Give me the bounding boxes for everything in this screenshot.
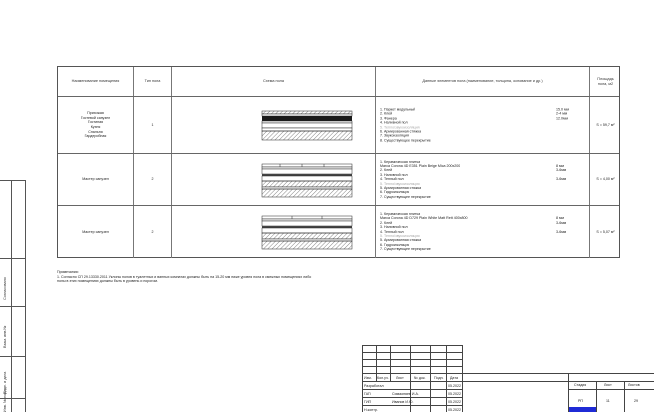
header-floor-area: Площадь пола, м2 <box>597 76 614 86</box>
floor-area-value: S = 59,7 м² <box>596 122 615 127</box>
tb-col-header: Дата <box>450 376 458 380</box>
floor-type-number: 1 <box>151 122 154 127</box>
tb-sheet-header: Лист <box>604 383 612 387</box>
room-name: Гостиная <box>87 120 104 125</box>
notes-line: полы в этих помещениях должны быть в уровень и порогом. <box>57 279 158 284</box>
layer-item: 3. Наливной пол <box>380 172 408 177</box>
strip-label-inv-number: Инв. № подл. <box>3 388 7 412</box>
room-name: Мастер санузел <box>82 177 109 182</box>
strip-label-approved: Согласовано <box>3 277 7 300</box>
layer-item: 5. Армированная стяжка <box>380 238 422 243</box>
title-block <box>362 345 654 412</box>
layer-item: 6. Гидроизоляция <box>380 190 410 195</box>
layer-item: 2. Клей 2-4 мм <box>380 111 568 116</box>
layer-list <box>380 107 586 142</box>
layer-item: 2. Клей 3-6мм <box>380 168 567 173</box>
layer-item: 5. Армированная стяжка <box>380 186 422 191</box>
table-row <box>58 206 619 258</box>
tb-sheet-value: 11 <box>606 399 610 403</box>
room-name: Мастер санузел <box>82 229 109 234</box>
tb-date: 05.2022 <box>448 392 461 396</box>
layer-item: 4. Теплый пол 3-6мм <box>380 229 567 234</box>
header-floor-type: Тип пола <box>144 79 161 84</box>
floor-area-value: S = 5,07 м² <box>596 229 615 234</box>
header-room-name: Наименование помещения <box>71 79 120 84</box>
room-name: Прихожая <box>87 110 104 115</box>
layer-item: 3. Фанера 12.0мм <box>380 116 568 121</box>
tb-role: ГАП <box>364 392 371 396</box>
layer-item: 3. Наливной пол <box>380 225 408 230</box>
table-header-row <box>58 67 619 97</box>
layer-item: 4. Теплый пол 3-6мм <box>380 177 567 182</box>
binding-strip <box>0 180 26 412</box>
layer-item: 1. Керамическая плитка <box>380 159 421 164</box>
tb-col-header: Лист <box>396 376 404 380</box>
tb-stage-header: Стадия <box>574 383 587 387</box>
layer-item: 5. Тепло/звукоизоляция <box>380 125 420 129</box>
room-list <box>58 97 133 153</box>
room-name: Гардеробная <box>84 134 107 139</box>
layer-item: 7. Звукоизоляция <box>380 133 409 138</box>
room-list <box>58 206 133 258</box>
tb-role: Разработал <box>364 384 384 388</box>
layer-item: 2. Клей 3-6мм <box>380 220 567 225</box>
tb-role: Н.контр. <box>364 408 378 412</box>
floor-type-number: 2 <box>151 229 154 234</box>
company-logo-mark <box>569 407 596 412</box>
tb-sheets-value: 29 <box>634 399 638 403</box>
layer-list <box>380 212 586 252</box>
notes-block <box>57 270 477 284</box>
layer-item: 1. Керамическая плитка <box>380 212 421 217</box>
floor-type-number: 2 <box>151 177 154 182</box>
layer-item: 7. Существующее перекрытие <box>380 247 431 252</box>
layer-item: 7. Существующее перекрытие <box>380 194 431 199</box>
layer-item: 1. Паркет модульный 15.0 мм <box>380 107 569 112</box>
floor-section-sketch <box>192 108 357 142</box>
room-name: Кухня <box>90 125 101 129</box>
tb-name: Симаоняев И.А. <box>392 392 419 396</box>
layer-list <box>380 160 586 200</box>
tb-col-header: Изм. <box>364 376 372 380</box>
layer-item: 5. Тепло/звукоизоляция <box>380 234 420 239</box>
layer-item: 8. Существующее перекрытие <box>380 138 431 143</box>
table-row <box>58 97 619 154</box>
strip-label-replaced-inv: Взам. инв.№ <box>3 325 7 348</box>
room-list <box>58 154 133 205</box>
tb-stage-value: РП <box>578 399 583 403</box>
header-elements-data: Данные элементов пола (наименование, толщина, основание и др.) <box>422 79 543 84</box>
notes-line: 1. Согласно СП 29.13330.2011 Уклоны полов в туалетных и ванных комнатах должны быть на 15-20 мм ниже уровня пола в смежных помещениях либо <box>57 274 312 279</box>
floor-area-value: S = 4,00 м² <box>596 177 615 182</box>
tb-name: Иванов И.Ю. <box>392 400 414 404</box>
strip-label-sign-date: Подп. и дата <box>3 371 7 394</box>
floor-section-sketch <box>192 214 357 250</box>
header-floor-scheme: Схема пола <box>263 79 284 84</box>
tb-role: ГИП <box>364 400 372 404</box>
tb-date: 05.2022 <box>448 408 461 412</box>
layer-item: Marca Corona 4D D729 Plain White Matt Rett 400x800 8 мм <box>380 216 564 221</box>
tb-date: 05.2022 <box>448 384 461 388</box>
room-name: Спальня <box>88 129 103 134</box>
tb-sheets-header: Листов <box>628 383 640 387</box>
floor-section-sketch <box>192 162 357 198</box>
layer-item: 6. Армированная стяжка <box>380 129 422 134</box>
layer-item: 5. Тепло/звукоизоляция <box>380 181 420 186</box>
tb-col-header: № док. <box>414 376 426 380</box>
notes-title: Примечания: <box>57 270 79 274</box>
layer-item: Marca Corona 4D E351 Plain Beige Mica 200x200 8 мм <box>380 164 564 169</box>
layer-item: 6. Гидроизоляция <box>380 243 410 248</box>
tb-date: 05.2022 <box>448 400 461 404</box>
layer-item: 4. Наливной пол <box>380 120 408 125</box>
tb-col-header: Кол.уч. <box>377 376 389 380</box>
floor-composition-table <box>57 66 620 258</box>
room-name: Гостевой санузел <box>80 115 111 120</box>
tb-col-header: Подп. <box>434 376 444 380</box>
table-row <box>58 154 619 206</box>
